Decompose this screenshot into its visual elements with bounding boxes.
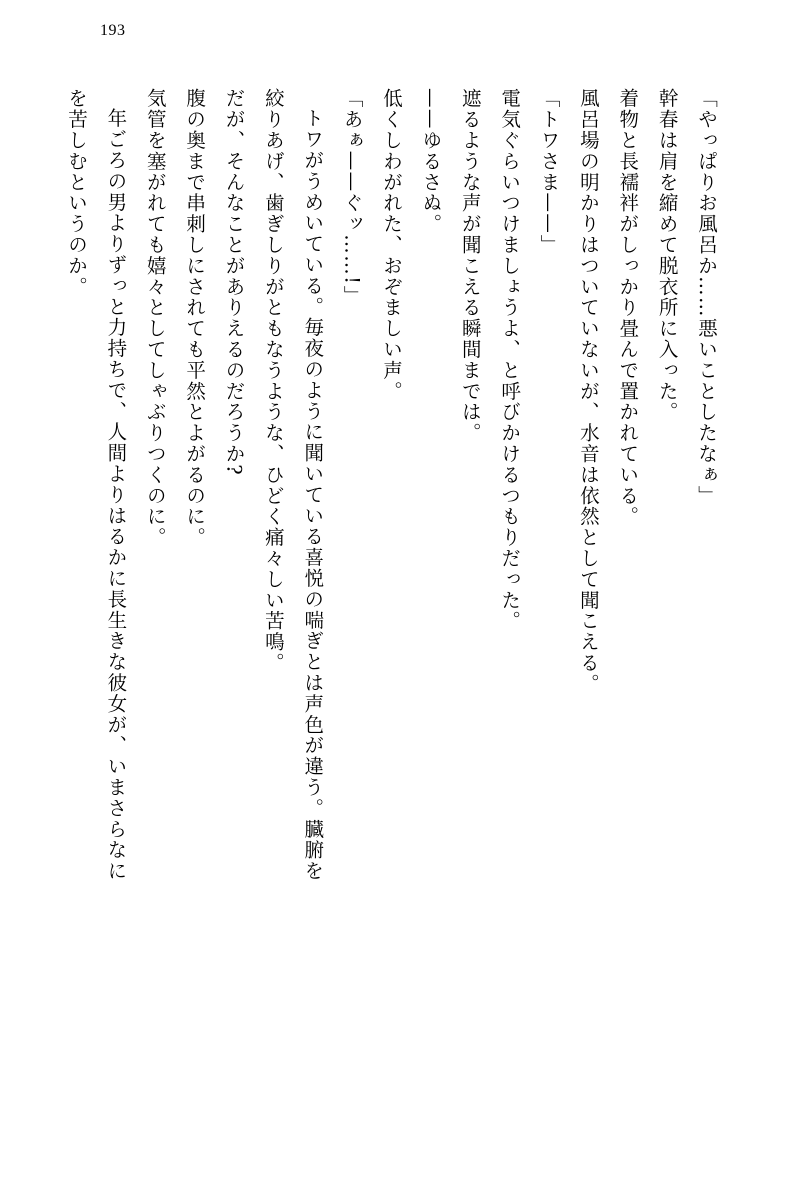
paragraph: ——ゆるさぬ。: [419, 88, 443, 235]
paragraph: 「トワさま——」: [537, 88, 561, 256]
paragraph: 「あぁ——ぐッ……!」: [340, 88, 364, 307]
paragraph: トワがうめいている。毎夜のように聞いている喜悦の喘ぎとは声色が違う。臓腑を: [301, 107, 325, 881]
page-body-text: [60, 88, 726, 1158]
paragraph: 年ごろの男よりずっと力持ちで、人間よりはるかに長生きな彼女が、いまさらなに: [104, 107, 128, 881]
paragraph: 低くしわがれた、おぞましい声。: [380, 88, 403, 402]
paragraph: 気管を塞がれても嬉々としてしゃぶりつくのに。: [143, 88, 167, 548]
page-number: 193: [100, 22, 126, 39]
paragraph: 腹の奥まで串刺しにされても平然とよがるのに。: [183, 88, 207, 548]
paragraph: 絞りあげ、歯ぎしりがともなうような、ひどく痛々しい苦鳴。: [261, 88, 285, 674]
paragraph: を苦しむというのか。: [65, 88, 88, 297]
paragraph: だが、そんなことがありえるのだろうか?: [222, 88, 246, 477]
paragraph: 遮るような声が聞こえる瞬間までは。: [458, 88, 482, 444]
paragraph: 電気ぐらいつけましょうよ、と呼びかけるつもりだった。: [498, 88, 522, 632]
paragraph: 幹春は肩を縮めて脱衣所に入った。: [655, 88, 679, 423]
paragraph: 「やっぱりお風呂か……悪いことしたなぁ」: [695, 88, 718, 506]
paragraph: 着物と長襦袢がしっかり畳んで置かれている。: [616, 88, 640, 527]
paragraph: 風呂場の明かりはついていないが、水音は依然として聞こえる。: [576, 88, 600, 695]
